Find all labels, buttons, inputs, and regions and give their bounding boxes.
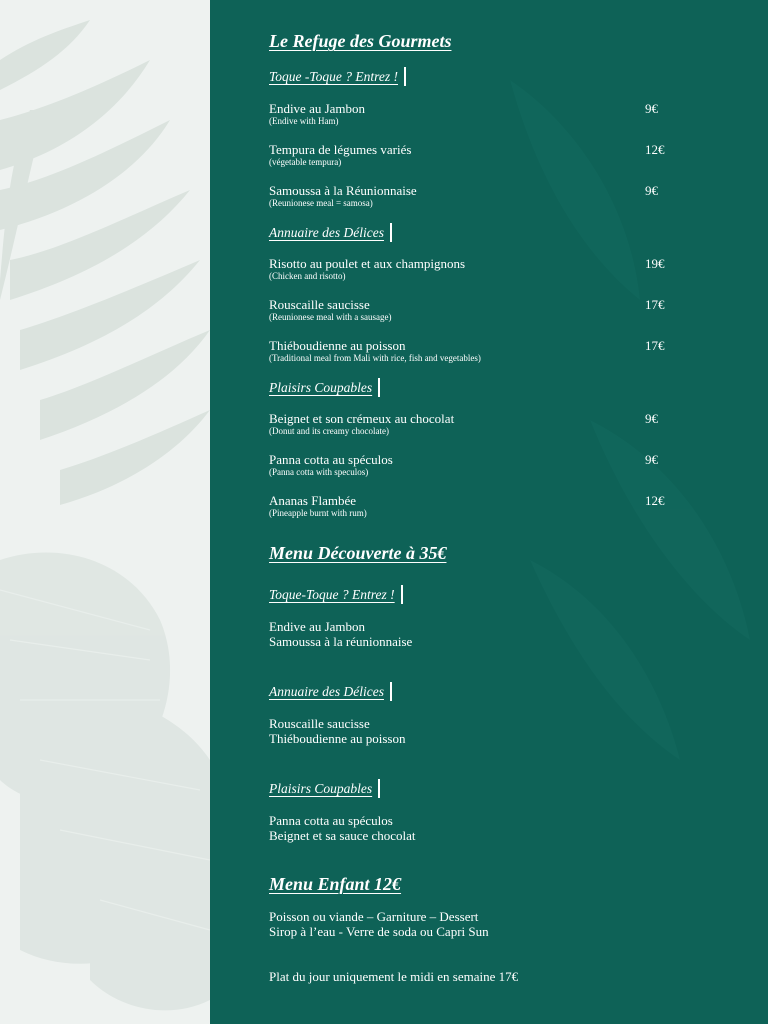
menu-item-name: Beignet et son crémeux au chocolat xyxy=(269,411,455,426)
menu-item-name: Panna cotta au spéculos xyxy=(269,452,393,467)
enfant-title: Menu Enfant 12€ xyxy=(269,874,402,894)
menu-item-description: (Reunionese meal = samosa) xyxy=(269,198,373,208)
decouverte-line: Thiéboudienne au poisson xyxy=(269,731,406,746)
menu-item-description: (Panna cotta with speculos) xyxy=(269,467,369,477)
menu-item-price: 9€ xyxy=(645,452,658,467)
decouverte-section-desserts: Plaisirs Coupables xyxy=(269,779,380,798)
menu-item-description: (Chicken and risotto) xyxy=(269,271,346,281)
menu-item-price: 9€ xyxy=(645,101,658,116)
decouverte-line: Endive au Jambon xyxy=(269,619,366,634)
menu-item-name: Rouscaille saucisse xyxy=(269,297,370,312)
section-title-desserts: Plaisirs Coupables xyxy=(269,378,380,397)
enfant-line: Sirop à l’eau - Verre de soda ou Capri Sun xyxy=(269,924,489,939)
menu-item-description: (végetable tempura) xyxy=(269,157,342,167)
enfant-line: Poisson ou viande – Garniture – Dessert xyxy=(269,909,479,924)
menu-item-name: Thiéboudienne au poisson xyxy=(269,338,406,353)
plat-du-jour-note: Plat du jour uniquement le midi en semaine 17€ xyxy=(269,969,519,984)
menu-item-name: Tempura de légumes variés xyxy=(269,142,412,157)
decouverte-line: Panna cotta au spéculos xyxy=(269,813,393,828)
menu-item-price: 12€ xyxy=(645,142,665,157)
menu-panel xyxy=(210,0,768,1024)
menu-item-name: Samoussa à la Réunionnaise xyxy=(269,183,417,198)
menu-item-description: (Pineapple burnt with rum) xyxy=(269,508,367,518)
menu-title: Le Refuge des Gourmets xyxy=(269,31,452,51)
menu-item-price: 9€ xyxy=(645,411,658,426)
section-title-entrees: Toque -Toque ? Entrez ! xyxy=(269,67,406,86)
section-title-plats: Annuaire des Délices xyxy=(269,223,392,242)
menu-item-description: (Donut and its creamy chocolate) xyxy=(269,426,389,436)
menu-item-price: 12€ xyxy=(645,493,665,508)
menu-item-price: 17€ xyxy=(645,338,665,353)
leaf-decoration-panel xyxy=(0,0,210,1024)
decouverte-section-plats: Annuaire des Délices xyxy=(269,682,392,701)
decouverte-line: Rouscaille saucisse xyxy=(269,716,370,731)
menu-item-price: 17€ xyxy=(645,297,665,312)
leaf-decoration-icon xyxy=(0,0,210,1024)
menu-item-name: Endive au Jambon xyxy=(269,101,366,116)
menu-item-description: (Traditional meal from Mali with rice, fish and vegetables) xyxy=(269,353,481,363)
decouverte-section-entrees: Toque-Toque ? Entrez ! xyxy=(269,585,403,604)
menu-item-description: (Reunionese meal with a sausage) xyxy=(269,312,392,322)
menu-item-name: Risotto au poulet et aux champignons xyxy=(269,256,466,271)
menu-item-price: 9€ xyxy=(645,183,658,198)
decouverte-line: Samoussa à la réunionnaise xyxy=(269,634,413,649)
menu-item-price: 19€ xyxy=(645,256,665,271)
menu-item-name: Ananas Flambée xyxy=(269,493,357,508)
decouverte-title: Menu Découverte à 35€ xyxy=(269,543,447,563)
menu-item-description: (Endive with Ham) xyxy=(269,116,339,126)
decouverte-line: Beignet et sa sauce chocolat xyxy=(269,828,416,843)
